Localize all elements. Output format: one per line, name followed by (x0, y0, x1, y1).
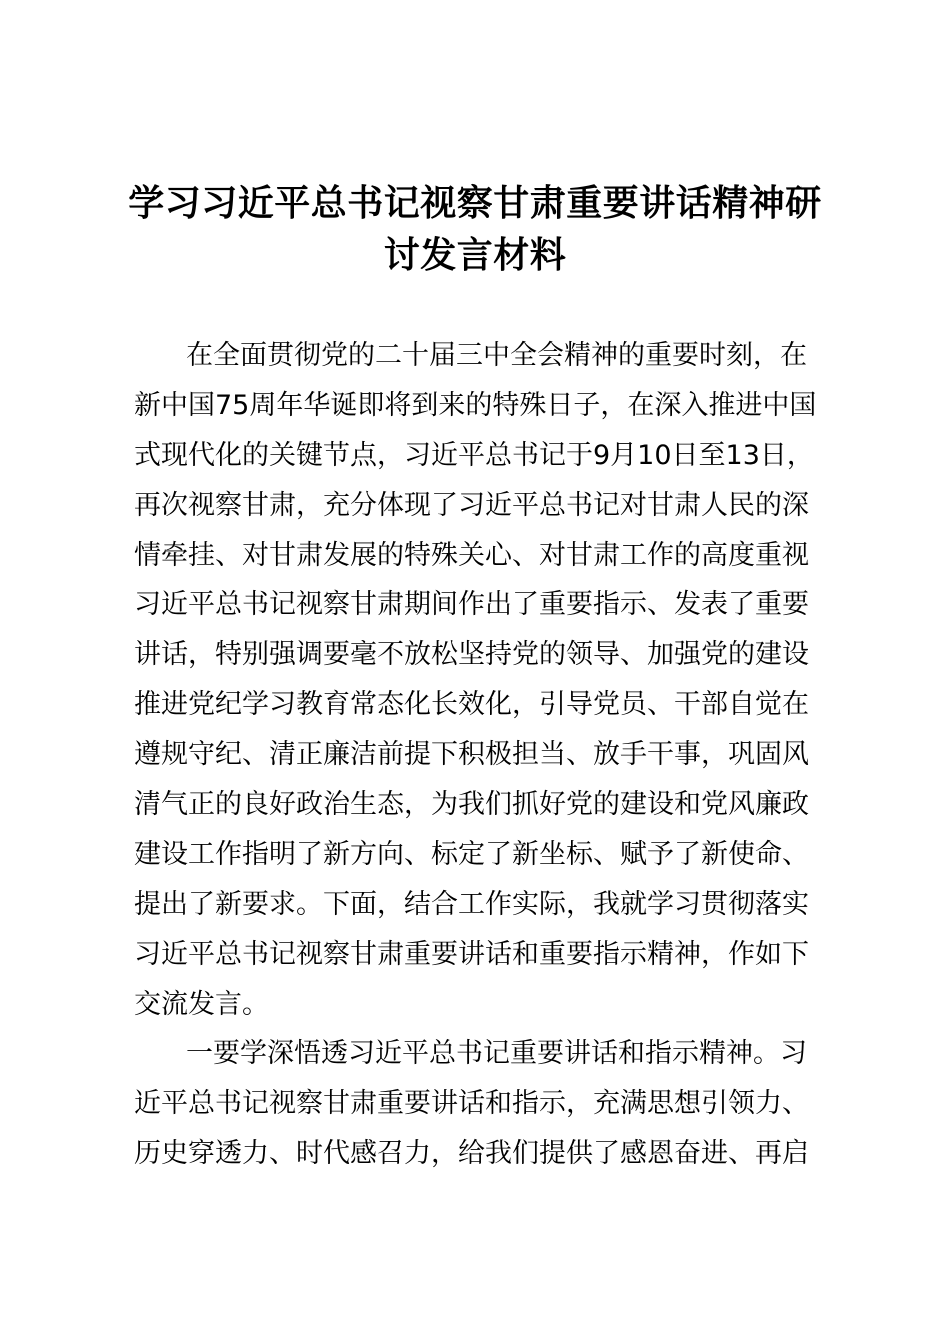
document-body (134, 331, 834, 1179)
title-line-1: 学习习近平总书记视察甘肃重要讲话精神研 (128, 183, 822, 224)
paragraph-line: 推进党纪学习教育常态化长效化，引导党员、干部自觉在 (134, 689, 809, 721)
paragraph-line: 历史穿透力、时代感召力，给我们提供了感恩奋进、再启 (134, 1138, 809, 1170)
paragraph-line: 习近平总书记视察甘肃重要讲话和重要指示精神，作如下 (134, 938, 809, 970)
paragraph-line: 习近平总书记视察甘肃期间作出了重要指示、发表了重要 (134, 589, 809, 621)
paragraph-line: 情牵挂、对甘肃发展的特殊关心、对甘肃工作的高度重视 (134, 539, 809, 571)
paragraph-line: 近平总书记视察甘肃重要讲话和指示，充满思想引领力、 (134, 1088, 809, 1120)
document-title (100, 178, 850, 282)
paragraph-2 (134, 1029, 834, 1179)
paragraph-line: 式现代化的关键节点，习近平总书记于9月10日至13日， (134, 439, 814, 471)
paragraph-line: 遵规守纪、清正廉洁前提下积极担当、放手干事，巩固风 (134, 739, 809, 771)
paragraph-line: 在全面贯彻党的二十届三中全会精神的重要时刻，在 (186, 340, 807, 371)
paragraph-line: 提出了新要求。下面，结合工作实际，我就学习贯彻落实 (134, 888, 809, 920)
paragraph-line: 清气正的良好政治生态，为我们抓好党的建设和党风廉政 (134, 789, 809, 821)
paragraph-line: 新中国75周年华诞即将到来的特殊日子，在深入推进中国 (134, 389, 817, 421)
paragraph-line: 一要学深悟透习近平总书记重要讲话和指示精神。习 (186, 1038, 807, 1070)
paragraph-line: 交流发言。 (134, 988, 269, 1020)
paragraph-line: 建设工作指明了新方向、标定了新坐标、赋予了新使命、 (134, 838, 809, 870)
title-line-2: 讨发言材料 (383, 235, 567, 276)
paragraph-1 (134, 331, 834, 1029)
paragraph-line: 讲话，特别强调要毫不放松坚持党的领导、加强党的建设 (134, 639, 809, 671)
paragraph-line: 再次视察甘肃，充分体现了习近平总书记对甘肃人民的深 (134, 489, 809, 521)
